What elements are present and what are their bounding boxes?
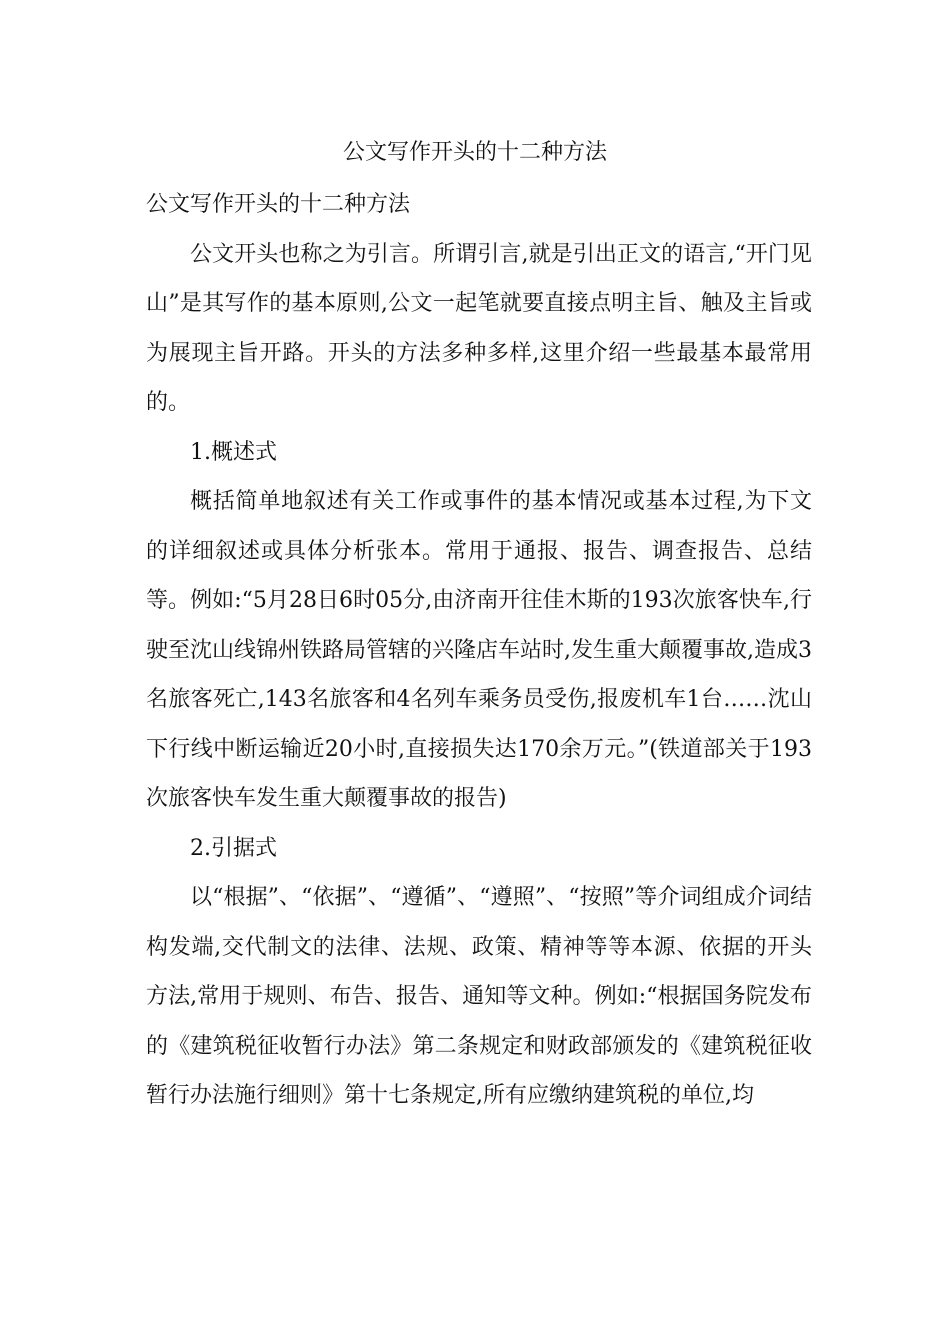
document-body xyxy=(146,180,812,1121)
section-heading-citation: 2.引据式 xyxy=(190,835,277,861)
document-title: 公文写作开头的十二种方法 xyxy=(342,140,607,165)
overview-paragraph: 概括简单地叙述有关工作或事件的基本情况或基本过程,为下文的详细叙述或具体分析张本。常用于通报、报告、调查报告、总结等。例如:“5月28日6时05分,由济南开往佳木斯的193次旅客快车,行驶至沈山线锦州铁路局管辖的兴隆店车站时,发生重大颠覆事故,造成3名旅客死亡,143名旅客和4名列车乘务员受伤,报废机车1台……沈山下行线中断运输近20小时,直接损失达170余万元。”(铁道部关于193次旅客快车发生重大颠覆事故的报告) xyxy=(146,489,812,811)
citation-paragraph: 以“根据”、“依据”、“遵循”、“遵照”、“按照”等介词组成介词结构发端,交代制文的法律、法规、政策、精神等等本源、依据的开头方法,常用于规则、布告、报告、通知等文种。例如:“根据国务院发布的《建筑税征收暂行办法》第二条规定和财政部颁发的《建筑税征收暂行办法施行细则》第十七条规定,所有应缴纳建筑税的单位,均 xyxy=(146,885,812,1108)
document-subtitle: 公文写作开头的十二种方法 xyxy=(146,192,411,217)
section-heading-overview: 1.概述式 xyxy=(190,439,277,465)
intro-paragraph: 公文开头也称之为引言。所谓引言,就是引出正文的语言,“开门见山”是其写作的基本原则,公文一起笔就要直接点明主旨、触及主旨或为展现主旨开路。开头的方法多种多样,这里介绍一些最基本最常用的。 xyxy=(146,241,812,415)
